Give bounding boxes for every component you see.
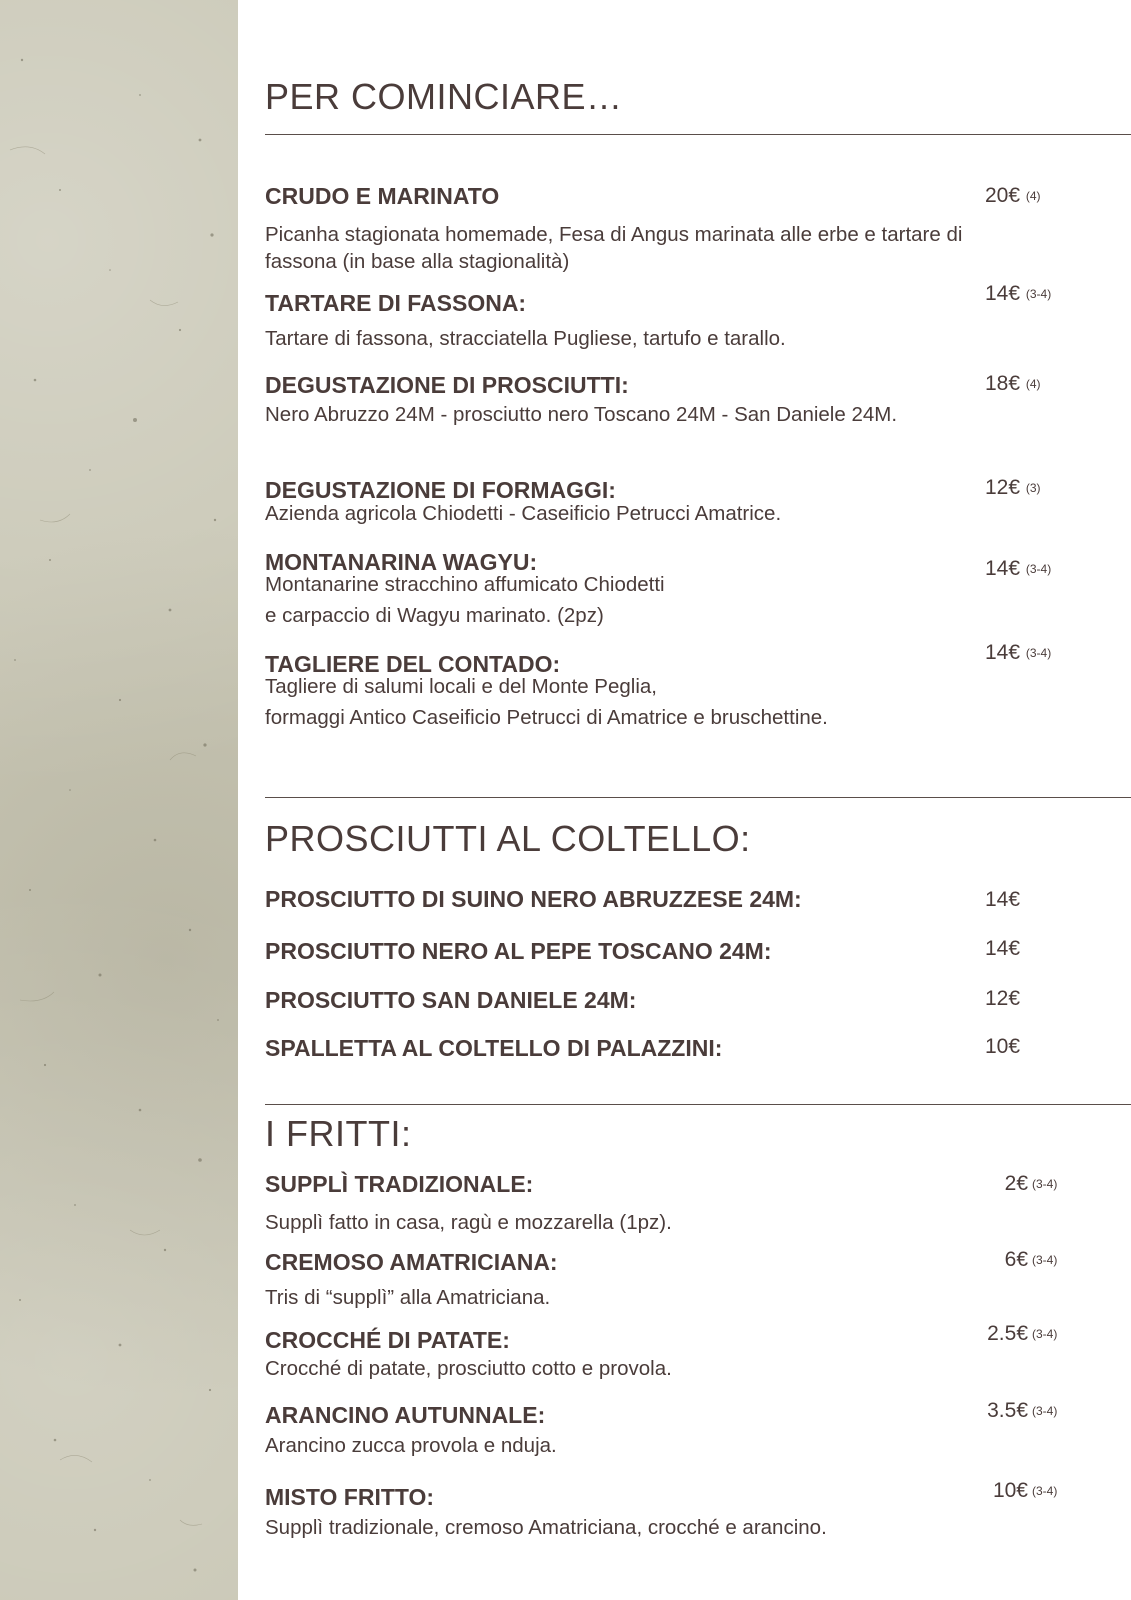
allergen-note: (4)	[1025, 377, 1041, 391]
menu-item-name: MONTANARINA WAGYU:	[265, 549, 538, 575]
menu-item-description: Picanha stagionata homemade, Fesa di Angus marinata alle erbe e tartare di fassona (in base alla stagionalità)	[265, 223, 963, 273]
section-divider	[265, 1104, 1131, 1105]
menu-item-name: PROSCIUTTO NERO AL PEPE TOSCANO 24M:	[265, 938, 772, 964]
menu-item-description: Crocché di patate, prosciutto cotto e provola.	[265, 1357, 672, 1380]
section-divider	[265, 134, 1131, 135]
allergen-note: (3-4)	[1032, 1177, 1058, 1191]
allergen-note: (3-4)	[1025, 562, 1052, 576]
menu-item-name: DEGUSTAZIONE DI FORMAGGI:	[265, 477, 616, 503]
menu-item-price: 14€ (3-4)	[985, 282, 1052, 305]
menu-item-name: TARTARE DI FASSONA:	[265, 290, 527, 316]
section-title-per-cominciare: PER COMINCIARE…	[265, 76, 623, 117]
menu-item-name: MISTO FRITTO:	[265, 1484, 435, 1510]
allergen-note: (3-4)	[1032, 1484, 1058, 1498]
menu-item-price: 18€ (4)	[985, 372, 1041, 395]
section-divider	[265, 797, 1131, 798]
menu-item-description: Azienda agricola Chiodetti - Caseificio Petrucci Amatrice.	[265, 502, 782, 525]
menu-item-price: 14€ (3-4)	[985, 641, 1052, 664]
menu-item-price: 14€ (3-4)	[985, 557, 1052, 580]
section-title-prosciutti: PROSCIUTTI AL COLTELLO:	[265, 818, 751, 859]
menu-item-description: Supplì tradizionale, cremoso Amatriciana, crocché e arancino.	[265, 1516, 827, 1539]
menu-item-description: Supplì fatto in casa, ragù e mozzarella (1pz).	[265, 1211, 672, 1234]
menu-item-price: 2€ (3-4)	[1004, 1172, 1058, 1195]
menu-item-name: ARANCINO AUTUNNALE:	[265, 1402, 546, 1428]
section-title-fritti: I FRITTI:	[265, 1113, 412, 1154]
menu-item-description: Nero Abruzzo 24M - prosciutto nero Toscano 24M - San Daniele 24M.	[265, 403, 898, 426]
menu-item-name: DEGUSTAZIONE DI PROSCIUTTI:	[265, 372, 629, 398]
paper-texture-panel	[0, 0, 238, 1600]
menu-item-name: CROCCHÉ DI PATATE:	[265, 1327, 510, 1353]
menu-item-price: 2.5€ (3-4)	[987, 1322, 1058, 1345]
menu-item-price: 10€	[985, 1035, 1021, 1058]
menu-item-name: SPALLETTA AL COLTELLO DI PALAZZINI:	[265, 1035, 723, 1061]
menu-item-description: Montanarine stracchino affumicato Chiodetti e carpaccio di Wagyu marinato. (2pz)	[265, 573, 665, 627]
menu-item-description: Tartare di fassona, stracciatella Pugliese, tartufo e tarallo.	[265, 327, 786, 350]
menu-item-price: 10€ (3-4)	[992, 1479, 1058, 1502]
allergen-note: (3)	[1025, 481, 1041, 495]
menu-item-name: SUPPLÌ TRADIZIONALE:	[265, 1171, 534, 1197]
menu-item-name: TAGLIERE DEL CONTADO:	[265, 651, 561, 677]
allergen-note: (3-4)	[1025, 646, 1052, 660]
menu-item-name: CREMOSO AMATRICIANA:	[265, 1249, 558, 1275]
allergen-note: (3-4)	[1032, 1404, 1058, 1418]
menu-item-price: 14€	[985, 888, 1021, 911]
menu-item-name: PROSCIUTTO DI SUINO NERO ABRUZZESE 24M:	[265, 886, 802, 912]
menu-item-name: PROSCIUTTO SAN DANIELE 24M:	[265, 987, 637, 1013]
menu-item-price: 14€	[985, 937, 1021, 960]
allergen-note: (4)	[1025, 189, 1041, 203]
menu-item-price: 20€ (4)	[985, 184, 1041, 207]
menu-item-price: 12€ (3)	[985, 476, 1041, 499]
menu-item-name: CRUDO E MARINATO	[265, 183, 500, 209]
paper-speckles	[0, 0, 238, 1600]
allergen-note: (3-4)	[1032, 1327, 1058, 1341]
menu-item-price: 3.5€ (3-4)	[987, 1399, 1058, 1422]
menu-item-price: 6€ (3-4)	[1004, 1248, 1058, 1271]
allergen-note: (3-4)	[1025, 287, 1052, 301]
menu-item-description: Arancino zucca provola e nduja.	[265, 1434, 557, 1457]
menu-item-description: Tris di “supplì” alla Amatriciana.	[265, 1286, 551, 1309]
menu-item-price: 12€	[985, 987, 1021, 1010]
menu-item-description: Tagliere di salumi locali e del Monte Peglia, formaggi Antico Caseificio Petrucci di Amatrice e bruschettine.	[265, 675, 828, 729]
allergen-note: (3-4)	[1032, 1253, 1058, 1267]
